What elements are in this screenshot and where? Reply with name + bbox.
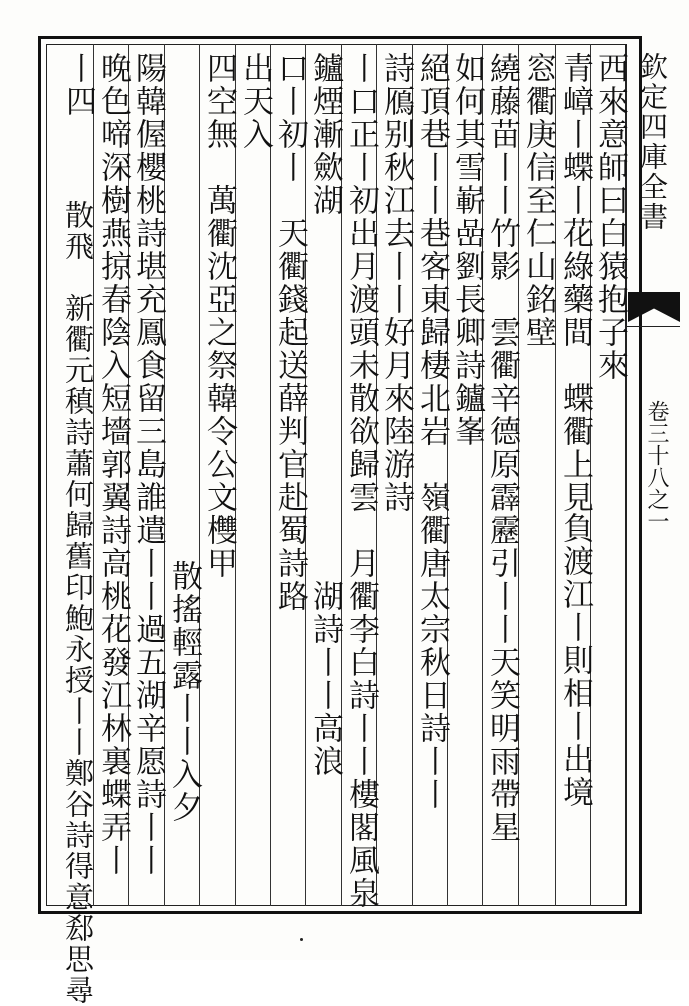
text-column-1: 西來意師曰白猿抱子來 [592,52,628,382]
text-column-8: 丨口正丨初出月渡頭未散欲歸雲 月衢李白詩丨丨樓閣風泉 [343,52,379,910]
text-column-16: 散飛 新衢元稹詩蕭何歸舊印鮑永授丨丨鄭谷詩得意郄思尋 [61,200,95,1006]
text-column-15: 丨四 [60,52,96,118]
text-column-11: 出天入 [237,52,273,151]
text-column-10: 口丨初丨 天衢錢起送薛判官赴蜀詩路 [272,52,308,613]
text-column-13: 陽韓偓櫻桃詩堪充鳳食留三島誰遣丨丨過五湖辛愿詩丨丨 [130,52,166,877]
text-column-6: 絕頂巷丨丨巷客東歸棲北岩 嶺衢唐太宗秋日詩丨丨 [414,52,450,811]
text-column-3: 窓衢庚信至仁山銘壁 [520,52,556,349]
edge-volume-label: 卷三十八之一 [644,400,669,532]
text-column-5: 如何其雪嶄嵒劉長卿詩鑪峯 [449,52,485,448]
text-column-4: 繞藤苗丨丨竹影 雲衢辛德原霹靂引丨丨天笑明雨帶星 [484,52,520,844]
text-column-2-tail: 負渡江丨則相丨出境 [557,512,593,809]
text-column-2: 青嶂丨蝶丨花綠藥間 蝶衢上見 [557,52,593,514]
ink-speck [300,938,303,941]
text-column-14: 晚色啼深樹燕掠春陰入短墻郭翼詩高桃花發江林裏蝶弄丨 [95,52,131,877]
text-column-7: 詩鴈别秋江去丨丨好月來陸游詩 [378,52,414,514]
text-column-12: 四空無 萬衢沈亞之祭韓令公文欆甲 [201,52,237,580]
text-column-9: 鑪煙漸歛湖 [307,52,343,217]
edge-divider [626,326,680,327]
text-column-9-tail: 湖詩丨丨高浪 [307,580,343,778]
edge-book-title: 欽定四庫全書 [636,52,669,232]
text-column-12-tail: 散搖輕露丨丨入夕 [166,560,202,824]
